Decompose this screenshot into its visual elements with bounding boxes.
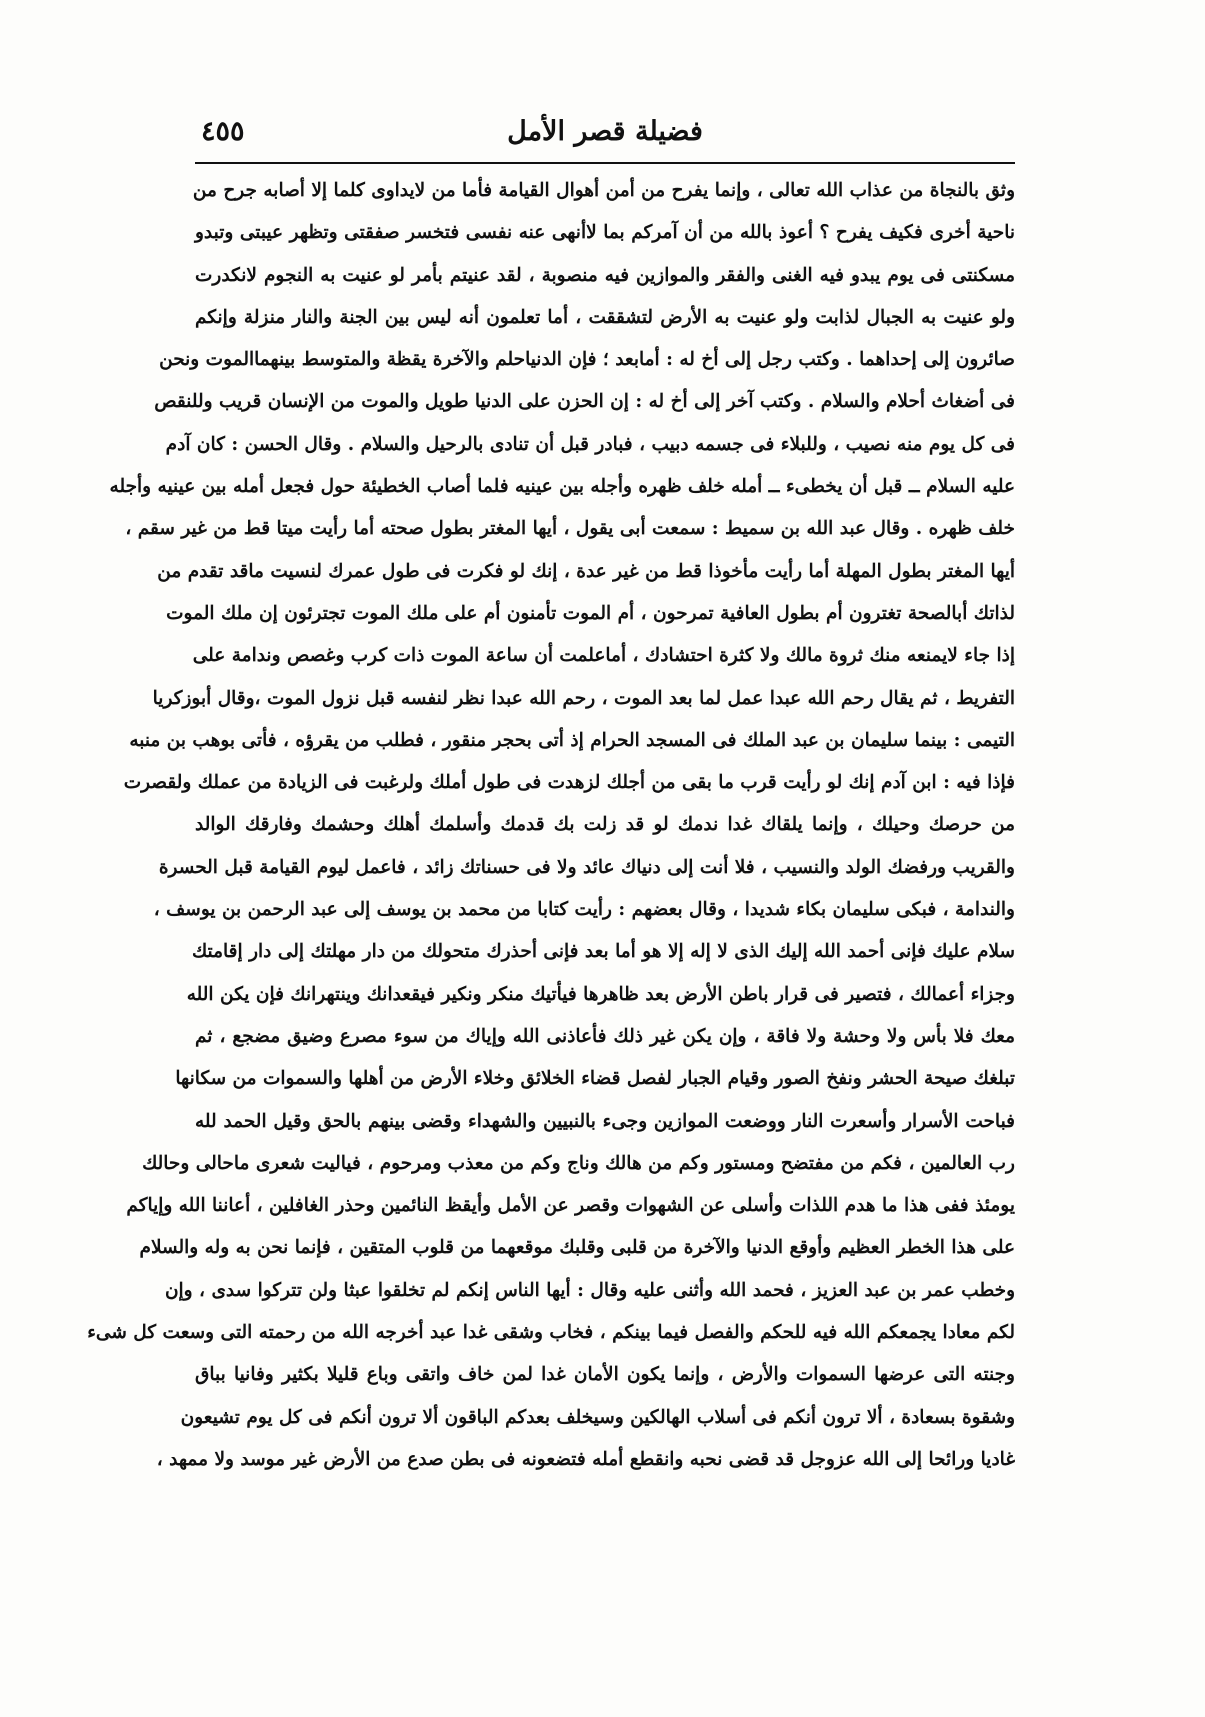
text-line: معك فلا بأس ولا وحشة ولا فاقة ، وإن يكن غير ذلك فأعاذنى الله وإياك من سوء مصرع وضيق مضجع ، ثم <box>195 1025 1015 1047</box>
text-line: فإذا فيه : ابن آدم إنك لو رأيت قرب ما بقى من أجلك لزهدت فى طول أملك ولرغبت فى الزيادة من عملك ولقصرت <box>123 772 1015 794</box>
text-line: مسكنتى فى يوم يبدو فيه الغنى والفقر والموازين فيه منصوبة ، لقد عنيتم بأمر لو عنيت به النجوم لانكدرت <box>195 264 1015 286</box>
text-line: فباحت الأسرار وأسعرت النار ووضعت الموازين وجىء بالنبيين والشهداء وقضى بينهم بالحق وقيل الحمد لله <box>195 1110 1015 1132</box>
text-line: سلام عليك فإنى أحمد الله إليك الذى لا إله إلا هو أما بعد فإنى أحذرك متحولك من دار مهلتك إلى دار إقامتك <box>191 941 1015 963</box>
text-line: لكم معادا يجمعكم الله فيه للحكم والفصل فيما بينكم ، فخاب وشقى غدا عبد أخرجه الله من رحمته التى وسعت كل شىء <box>87 1322 1015 1344</box>
text-line: وشقوة بسعادة ، ألا ترون أنكم فى أسلاب الهالكين وسيخلف بعدكم الباقون ألا ترون أنكم فى كل يوم تشيعون <box>180 1406 1015 1428</box>
header-rule <box>195 162 1015 164</box>
text-line: على هذا الخطر العظيم وأوقع الدنيا والآخرة من قلبى وقلبك موقعهما من قلوب المتقين ، فإنما نحن به وله والسلام <box>139 1237 1015 1259</box>
text-line: يومئذ ففى هذا ما هدم اللذات وأسلى عن الشهوات وقصر عن الأمل وأيقظ النائمين وحذر الغافلين ، أعاننا الله وإياكم <box>126 1195 1015 1217</box>
text-line: وخطب عمر بن عبد العزيز ، فحمد الله وأثنى عليه وقال : أيها الناس إنكم لم تخلقوا عبثا ولن تتركوا سدى ، وإن <box>164 1279 1015 1301</box>
text-line: وثق بالنجاة من عذاب الله تعالى ، وإنما يفرح من أمن أهوال القيامة فأما من لايداوى كلما إلا أصابه جرح من <box>192 180 1015 201</box>
body-text <box>87 170 1015 1481</box>
text-line: تبلغك صيحة الحشر ونفخ الصور وقيام الجبار لفصل قضاء الخلائق وخلاء الأرض من أهلها والسموات من سكانها <box>175 1068 1015 1090</box>
text-line: رب العالمين ، فكم من مفتضح ومستور وكم من هالك وناج وكم من معذب ومرحوم ، فياليت شعرى ماحالى وحالك <box>142 1152 1015 1174</box>
text-line: خلف ظهره . وقال عبد الله بن سميط : سمعت أبى يقول ، أيها المغتر بطول صحته أما رأيت ميتا قط من غير سقم ، <box>125 518 1015 540</box>
chapter-title: فضيلة قصر الأمل <box>507 116 703 147</box>
text-line: التفريط ، ثم يقال رحم الله عبدا عمل لما بعد الموت ، رحم الله عبدا نظر لنفسه قبل نزول الموت ،وقال أبوزكريا <box>152 687 1015 709</box>
text-line: إذا جاء لايمنعه منك ثروة مالك ولا كثرة احتشادك ، أماعلمت أن ساعة الموت ذات كرب وغصص وندامة على <box>192 645 1015 667</box>
text-line: التيمى : بينما سليمان بن عبد الملك فى المسجد الحرام إذ أتى بحجر منقور ، فطلب من يقرؤه ، فأتى بوهب بن منبه <box>129 729 1015 751</box>
text-line: غاديا ورائحا إلى الله عزوجل قد قضى نحبه وانقطع أمله فتضعونه فى بطن صدع من الأرض غير موسد ولا ممهد ، <box>156 1448 1015 1470</box>
text-line: فى كل يوم منه نصيب ، وللبلاء فى جسمه دبيب ، فبادر قبل أن تنادى بالرحيل والسلام . وقال الحسن : كان آدم <box>165 433 1015 455</box>
text-line: لذاتك أبالصحة تغترون أم بطول العافية تمرحون ، أم الموت تأمنون أم على ملك الموت تجترئون إن ملك الموت <box>166 602 1015 624</box>
text-line: أيها المغتر بطول المهلة أما رأيت مأخوذا قط من غير عدة ، إنك لو فكرت فى طول عمرك لنسيت ماقد تقدم من <box>157 560 1015 582</box>
running-header <box>195 112 1015 160</box>
text-line: عليه السلام ــ قبل أن يخطىء ــ أمله خلف ظهره وأجله بين عينيه فلما أصاب الخطيئة حول فجعل أمله بين عينيه وأجله <box>109 476 1015 498</box>
text-line: فى أضغاث أحلام والسلام . وكتب آخر إلى أخ له : إن الحزن على الدنيا طويل والموت من الإنسان قريب وللنقص <box>154 391 1015 413</box>
text-line: ناحية أخرى فكيف يفرح ؟ أعوذ بالله من أن آمركم بما لاأنهى عنه نفسى فتخسر صفقتى وتظهر عيبتى وتبدو <box>195 222 1015 244</box>
text-line: والندامة ، فبكى سليمان بكاء شديدا ، وقال بعضهم : رأيت كتابا من محمد بن يوسف إلى عبد الرحمن بن يوسف ، <box>153 899 1015 921</box>
page-number: ٤٥٥ <box>201 116 245 147</box>
text-line: صائرون إلى إحداهما . وكتب رجل إلى أخ له : أمابعد ؛ فإن الدنياحلم والآخرة يقظة والمتوسط بينهماالموت ونحن <box>159 349 1015 371</box>
text-line: والقريب ورفضك الولد والنسيب ، فلا أنت إلى دنياك عائد ولا فى حسناتك زائد ، فاعمل ليوم القيامة قبل الحسرة <box>158 856 1015 878</box>
text-line: ولو عنيت به الجبال لذابت ولو عنيت به الأرض لتشققت ، أما تعلمون أنه ليس بين الجنة والنار منزلة وإنكم <box>195 306 1015 328</box>
text-line: من حرصك وحيلك ، وإنما يلقاك غدا ندمك لو قد زلت بك قدمك وأسلمك أهلك وحشمك وفارقك الوالد <box>195 814 1015 836</box>
text-line: وجزاء أعمالك ، فتصير فى قرار باطن الأرض بعد ظاهرها فيأتيك منكر ونكير فيقعدانك وينتهرانك فإن يكن الله <box>186 983 1015 1005</box>
text-line: وجنته التى عرضها السموات والأرض ، وإنما يكون الأمان غدا لمن خاف واتقى وباع قليلا بكثير وفانيا بباق <box>195 1364 1015 1386</box>
